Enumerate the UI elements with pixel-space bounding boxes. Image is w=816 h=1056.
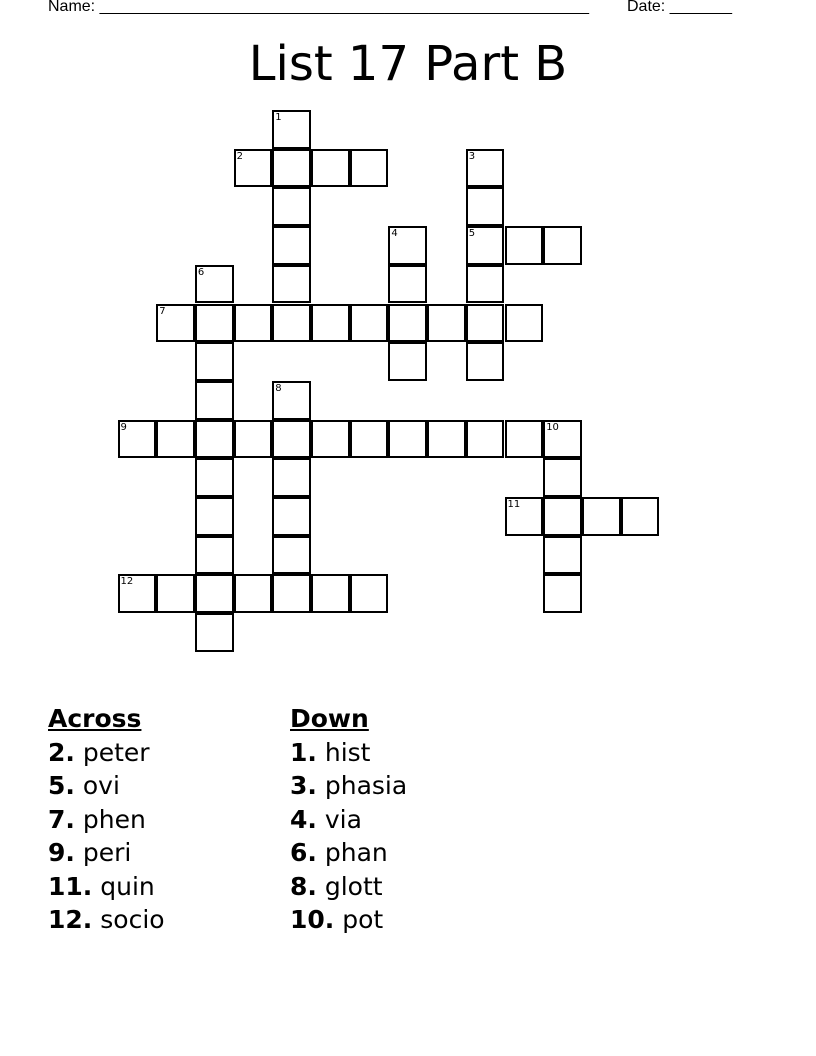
grid-cell[interactable] [272,226,311,265]
grid-cell[interactable] [156,304,195,343]
cell-number: 2 [236,150,243,162]
grid-cell[interactable] [272,265,311,304]
name-line: Name: _______________________________________________________ [48,0,589,15]
grid-cell[interactable] [195,574,234,613]
grid-cell[interactable] [311,304,350,343]
grid-cell[interactable] [427,420,466,459]
grid-cell[interactable] [466,149,505,188]
clue-number: 1. [290,737,317,767]
grid-cell[interactable] [543,536,582,575]
grid-cell[interactable] [466,420,505,459]
grid-cell[interactable] [543,497,582,536]
grid-cell[interactable] [388,304,427,343]
clue-number: 4. [290,804,317,834]
grid-cell[interactable] [195,342,234,381]
date-line: Date: _______ [627,0,732,15]
cell-number: 10 [546,421,559,433]
clue-text: via [324,804,362,834]
clue-number: 12. [48,905,93,934]
clue-number: 8. [290,871,317,901]
grid-cell[interactable] [272,458,311,497]
grid-cell[interactable] [621,497,660,536]
grid-cell[interactable] [272,304,311,343]
grid-cell[interactable] [156,420,195,459]
grid-cell[interactable] [388,265,427,304]
grid-cell[interactable] [272,110,311,149]
down-clue [290,769,407,803]
grid-cell[interactable] [350,149,389,188]
grid-cell[interactable] [543,458,582,497]
grid-cell[interactable] [195,265,234,304]
grid-cell[interactable] [272,497,311,536]
grid-cell[interactable] [466,265,505,304]
clue-text: hist [324,737,371,767]
grid-cell[interactable] [466,304,505,343]
grid-cell[interactable] [350,574,389,613]
cell-number: 8 [275,382,282,394]
grid-cell[interactable] [505,420,544,459]
cell-number: 4 [391,228,398,240]
grid-cell[interactable] [272,149,311,188]
grid-cell[interactable] [195,381,234,420]
grid-cell[interactable] [543,574,582,613]
clue-number: 10. [290,905,335,934]
grid-cell[interactable] [388,342,427,381]
clue-number: 5. [48,771,75,800]
clue-number: 9. [48,838,75,867]
grid-cell[interactable] [505,497,544,536]
across-clue [48,736,165,770]
grid-cell[interactable] [118,574,157,613]
down-heading: Down [290,704,369,733]
grid-cell[interactable] [543,420,582,459]
clue-number: 7. [48,804,75,834]
grid-cell[interactable] [272,187,311,226]
cell-number: 12 [120,576,134,588]
grid-cell[interactable] [311,149,350,188]
page-title: List 17 Part B [248,36,568,92]
clue-number: 6. [290,838,317,867]
grid-cell[interactable] [195,420,234,459]
grid-cell[interactable] [505,226,544,265]
clue-text: peter [82,737,150,767]
grid-cell[interactable] [582,497,621,536]
clue-number: 2. [48,737,75,767]
grid-cell[interactable] [234,574,273,613]
across-clue [48,769,165,803]
grid-cell[interactable] [466,226,505,265]
across-clue [48,903,165,937]
grid-cell[interactable] [388,420,427,459]
down-clues [290,702,407,937]
grid-cell[interactable] [118,420,157,459]
across-clue [48,870,165,904]
clue-text: glott [324,871,383,901]
down-clue [290,836,407,870]
grid-cell[interactable] [195,304,234,343]
grid-cell[interactable] [466,342,505,381]
cell-number: 5 [468,228,476,240]
grid-cell[interactable] [350,420,389,459]
grid-cell[interactable] [505,304,544,343]
cell-number: 6 [197,266,205,278]
cell-number: 11 [507,499,521,510]
grid-cell[interactable] [234,420,273,459]
grid-cell[interactable] [272,574,311,613]
clue-text: quin [100,871,155,901]
down-clue [290,736,407,770]
grid-cell[interactable] [272,420,311,459]
across-heading: Across [48,704,142,733]
grid-cell[interactable] [272,536,311,575]
grid-cell[interactable] [234,304,273,343]
clue-text: socio [100,905,165,934]
grid-cell[interactable] [272,381,311,420]
grid-cell[interactable] [195,497,234,536]
grid-cell[interactable] [195,613,234,652]
down-clue [290,870,407,904]
grid-cell[interactable] [311,574,350,613]
grid-cell[interactable] [350,304,389,343]
clue-text: phasia [324,771,408,800]
grid-cell[interactable] [466,187,505,226]
clue-number: 11. [48,871,93,901]
across-clue [48,803,165,837]
down-clue [290,803,407,837]
grid-cell[interactable] [195,536,234,575]
clue-text: phen [82,804,146,834]
grid-cell[interactable] [427,304,466,343]
across-clues [48,702,165,937]
grid-cell[interactable] [543,226,582,265]
across-clue [48,836,165,870]
clue-text: phan [324,838,388,867]
grid-cell[interactable] [311,420,350,459]
grid-cell[interactable] [195,458,234,497]
cell-number: 3 [468,150,476,162]
clue-text: peri [82,838,132,867]
cell-number: 9 [120,421,127,433]
cell-number: 7 [159,305,166,317]
clue-number: 3. [290,771,317,800]
down-clue [290,903,407,937]
grid-cell[interactable] [388,226,427,265]
grid-cell[interactable] [156,574,195,613]
clue-text: pot [342,905,384,934]
clue-text: ovi [82,771,120,800]
grid-cell[interactable] [234,149,273,188]
cell-number: 1 [275,112,282,123]
